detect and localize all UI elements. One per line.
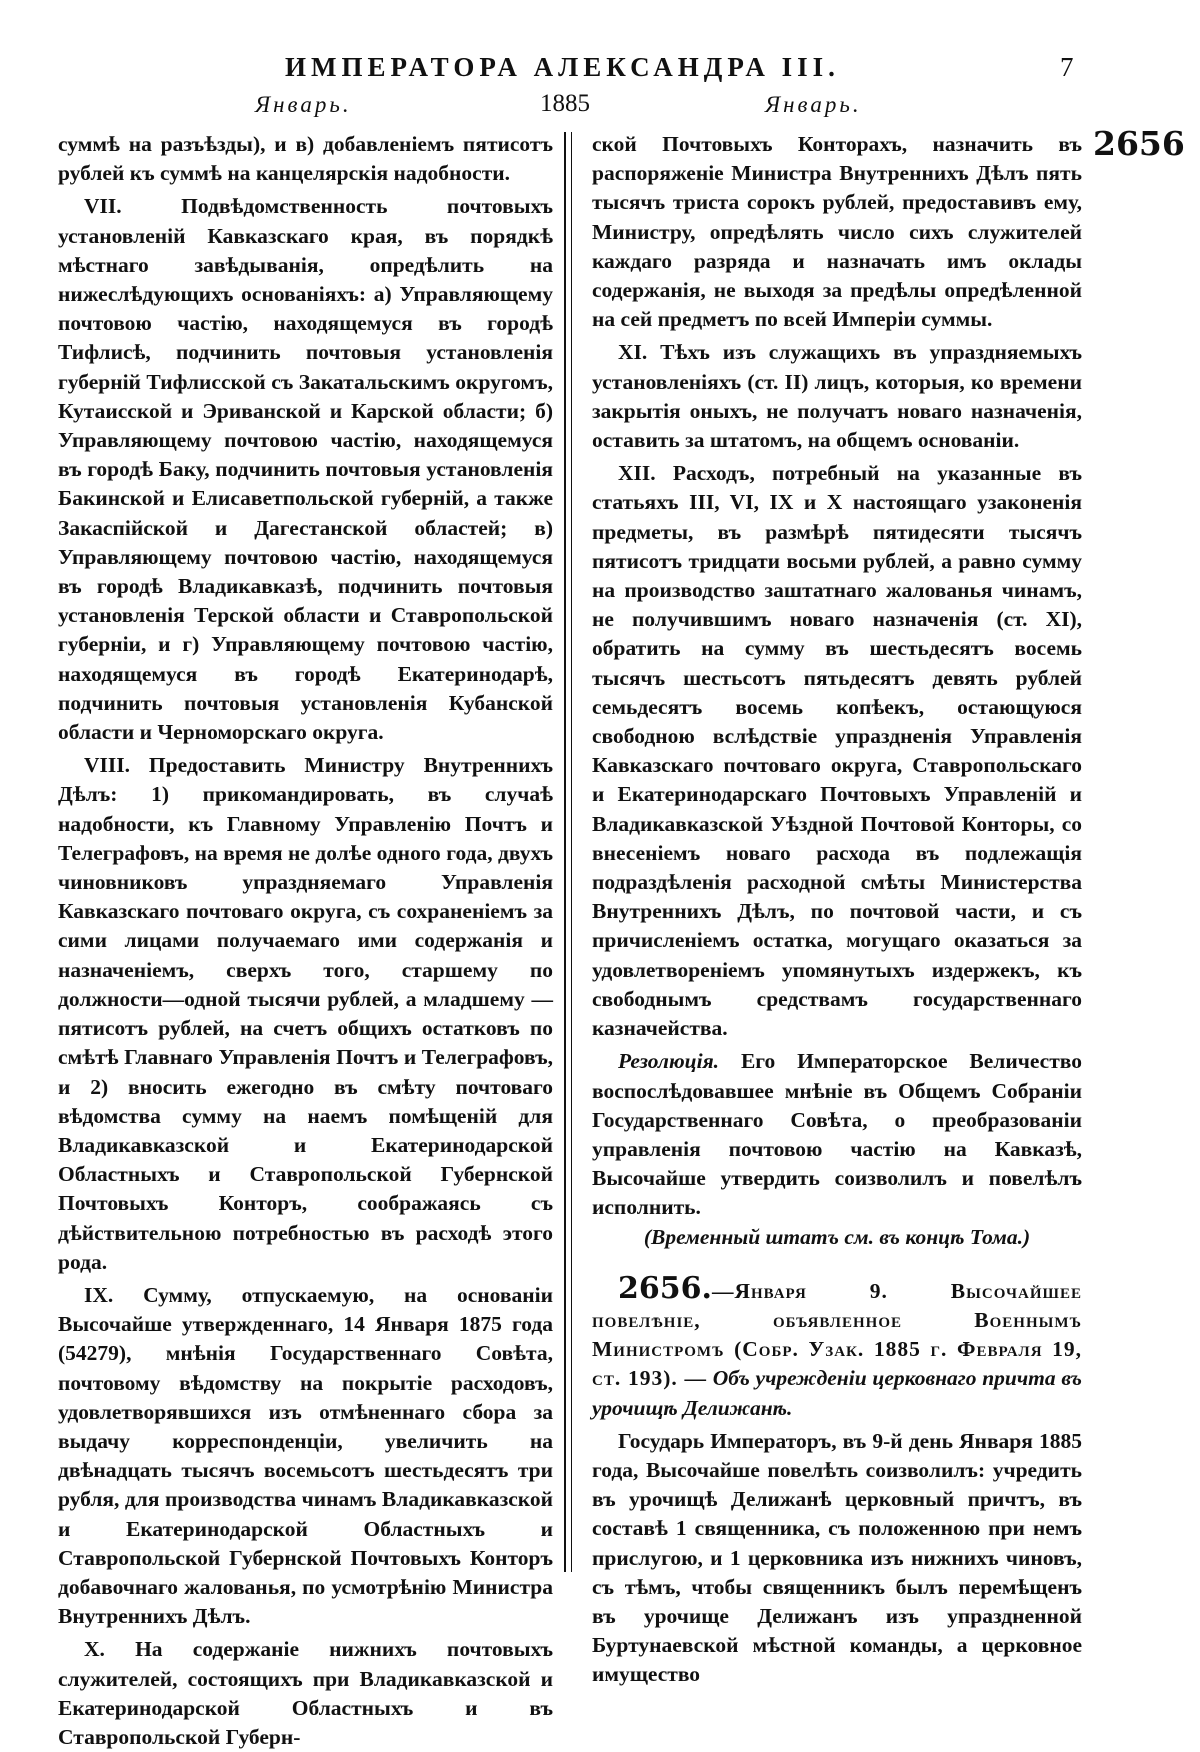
page-number: 7 [1060,52,1074,82]
running-head [0,48,1200,88]
article-vii: VII. Подвѣдомственность почтовыхъ установленій Кавказскаго края, въ порядкѣ мѣстнаго завѣдыванія, опредѣлить на нижеслѣдующихъ основаніяхъ: а) Управляющему почтовою частію, находящемуся въ городѣ Тифлисѣ, подчинить почтовыя установленія губерній Тифлисской съ Закатальскимъ округомъ, Кутаисской и Эриванской и Карской области; б) Управляющему почтовою частію, находящемуся въ городѣ Баку, подчинить почтовыя установленія Бакинской и Елисаветпольской губерній, а также Закаспійской и Дагестанской областей; в) Управляющему почтовою частію, находящемуся въ городѣ Владикавказѣ, подчинить почтовыя установленія Терской области и Ставропольской губерніи, и г) Управляющему почтовою частію, находящемуся въ городѣ Екатеринодарѣ, подчинить почтовыя установленія Кубанской области и Черноморскаго округа. [58,194,553,745]
decree-number: 2656. [618,1270,712,1306]
month-right: Январь. [765,92,862,117]
month-left: Январь. [255,92,352,117]
year: 1885 [540,90,590,117]
right-column [592,130,1082,1690]
decree-body: Государь Императоръ, въ 9-й день Января 1885 года, Высочайше повелѣть соизволилъ: учредить въ урочищѣ Делижанѣ церковный причтъ, въ составѣ 1 священника, съ положенною при немъ прислугою, и 1 церковника изъ нижнихъ чиновъ, съ тѣмъ, чтобы священникъ былъ перемѣщенъ въ урочище Делижанъ изъ упраздненной Буртунаевской мѣстной команды, а церковное имущество [592,1428,1082,1687]
resolution-label: Резолюція. [618,1049,720,1074]
decree-heading: —Января 9. Высочайшее повелѣніе, объявленное Военнымъ Министромъ (Собр. Узак. 1885 г. Февраля 19, ст. 193). — [592,1278,1082,1391]
margin-decree-number: 2656 [1093,124,1185,163]
left-column [58,130,553,1752]
article-x-continuation: ской Почтовыхъ Конторахъ, назначить въ распоряженіе Министра Внутреннихъ Дѣлъ пять тысячъ триста сорокъ рублей, предоставивъ ему, Министру, опредѣлять число сихъ служителей каждаго разряда и назначать имъ оклады содержанія, не выходя за предѣлы опредѣленной на сей предметъ по всей Имперіи суммы. [592,132,1082,332]
decree-heading-block [592,1270,1083,1423]
page-header-title: ИМПЕРАТОРА АЛЕКСАНДРА III. [285,52,840,82]
paragraph-continuation: суммѣ на разъѣзды), и в) добавленіемъ пятисотъ рублей къ суммѣ на канцелярскія надобности. [58,132,553,186]
resolution-text: Его Императорское Величество воспослѣдовавшее мнѣніе въ Общемъ Собраніи Государственнаго Совѣта, о преобразованіи управленія почтовою частію на Кавказѣ, Высочайше утвердить соизволилъ и повелѣлъ исполнить. [592,1049,1082,1220]
column-divider [564,132,572,1572]
article-xii: XII. Расходъ, потребный на указанные въ статьяхъ III, VI, IX и X настоящаго узаконенія предметы, въ размѣрѣ пятидесяти тысячъ пятисотъ тридцати восьми рублей, а равно сумму на производство заштатнаго жалованья чинамъ, не получившимъ новаго назначенія (ст. XI), обратить на сумму въ шестьдесятъ восемь тысячъ шестьсотъ пятьдесятъ девять рублей семьдесятъ восемь копѣекъ, остающуюся свободною вслѣдствіе упраздненія Управленія Кавказскаго почтоваго округа, Ставропольскаго и Екатеринодарскаго Почтовыхъ Управленій и Владикавказской Уѣздной Почтовой Конторы, со внесеніемъ новаго расхода въ подлежащія подраздѣленія расходной смѣты Министерства Внутреннихъ Дѣлъ, по почтовой части, и съ причисленіемъ остатка, могущаго оказаться за удовлетвореніемъ упомянутыхъ издержекъ, къ свободнымъ средствамъ государственнаго казначейства. [592,461,1082,1041]
article-xi: XI. Тѣхъ изъ служащихъ въ упраздняемыхъ установленіяхъ (ст. II) лицъ, которыя, ко времени закрытія оныхъ, не получатъ новаго назначенія, оставить за штатомъ, на общемъ основаніи. [592,340,1082,453]
resolution [592,1047,1082,1222]
article-x: X. На содержаніе нижнихъ почтовыхъ служителей, состоящихъ при Владикавказской и Екатеринодарской Областныхъ и въ Ставропольской Губерн- [58,1637,553,1749]
date-line [0,88,1200,124]
article-viii: VIII. Предоставить Министру Внутреннихъ Дѣлъ: 1) прикомандировать, въ случаѣ надобности, къ Главному Управленію Почтъ и Телеграфовъ, на время не долѣе одного года, двухъ чиновниковъ упраздняемаго Управленія Кавказскаго почтоваго округа, съ сохраненіемъ за сими лицами получаемаго ими содержанія и назначеніемъ, сверхъ того, старшему по должности—одной тысячи рублей, а младшему — пятисотъ рублей, на счетъ общихъ остатковъ по смѣтѣ Главнаго Управленія Почтъ и Телеграфовъ, и 2) вносить ежегодно въ смѣту почтоваго вѣдомства сумму на наемъ помѣщеній для Владикавказской и Екатеринодарской Областныхъ и Ставропольской Губернской Почтовыхъ Конторъ, соображаясь съ дѣйствительною потребностью въ расходѣ этого рода. [58,753,553,1274]
decree-subject: Объ учрежденіи церковнаго причта въ урочищѣ Делижанѣ. [592,1366,1083,1420]
supplement-note: (Временный штатъ см. въ концѣ Тома.) [643,1224,1031,1249]
article-ix: IX. Сумму, отпускаемую, на основаніи Высочайше утвержденнаго, 14 Января 1875 года (54279), мнѣнія Государственнаго Совѣта, почтовому вѣдомству на покрытіе расходовъ, удовлетворявшихся изъ отмѣненнаго сбора за выдачу корреспонденціи, увеличить на двѣнадцать тысячъ восемьсотъ шестьдесятъ три рубля, для производства чинамъ Владикавказской и Екатеринодарской Областныхъ и Ставропольской Губернской Почтовыхъ Конторъ добавочнаго жалованья, по усмотрѣнію Министра Внутреннихъ Дѣлъ. [58,1282,553,1629]
